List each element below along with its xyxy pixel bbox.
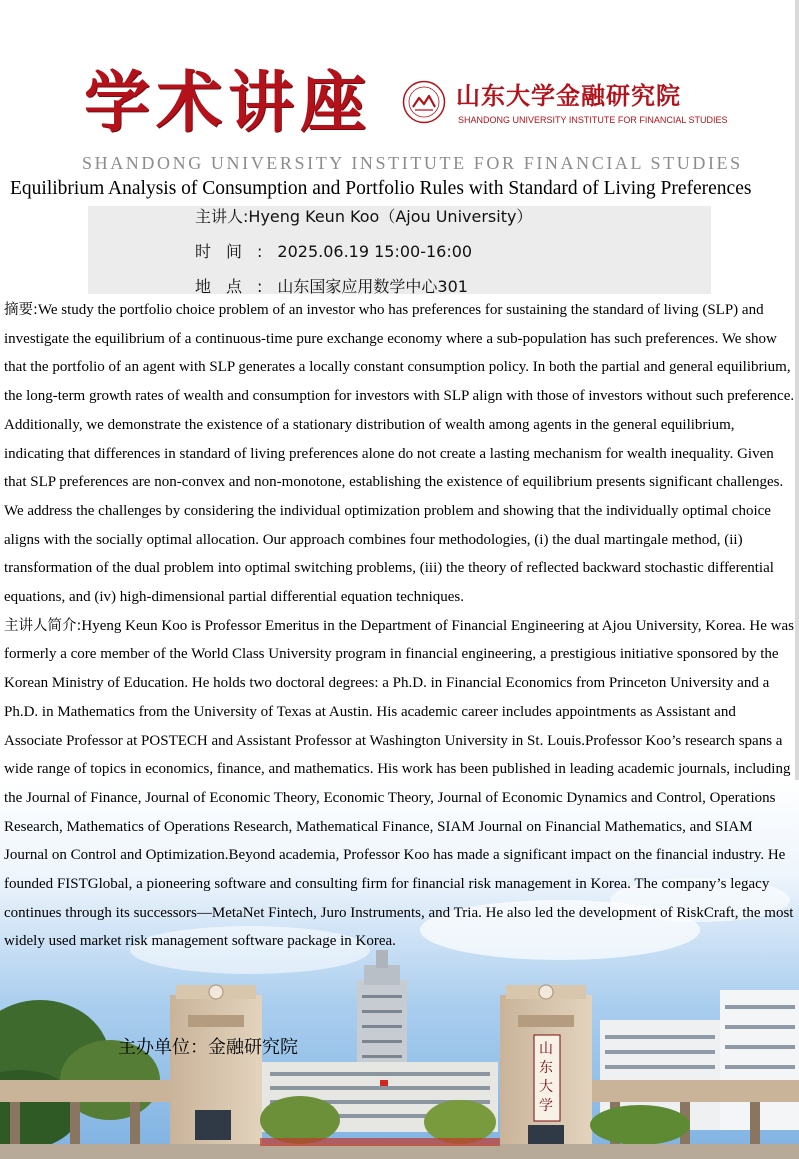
university-seal-icon — [402, 80, 446, 124]
bio-label: 主讲人简介: — [4, 617, 82, 634]
abstract-label: 摘要: — [4, 302, 38, 318]
bio-text: Hyeng Keun Koo is Professor Emeritus in the Department of Financial Engineering at Ajou University, Korea. He was formerly a core member of the World Class University program in financial engineering, a prestigious initiative sponsored by the Korean Ministry of Education. He holds two doctoral degrees: a Ph.D. in Financial Economics from Princeton University and a Ph.D. in Mathematics from the University of Texas at Austin. His academic career includes appointments as Assistant and Associate Professor at POSTECH and Assistant Professor at Washington University in St. Louis.Professor Koo’s research spans a wide range of topics in economics, finance, and mathematics. His work has been published in leading academic journals, including the Journal of Finance, Journal of Economic Theory, Economic Theory, Journal of Economic Dynamics and Control, Operations Research, Mathematics of Operations Research, Mathematical Finance, SIAM Journal on Financial Mathematics, and SIAM Journal on Control and Optimization.Beyond academia, Professor Koo has made a significant impact on the financial industry. He founded FISTGlobal, a pioneering software and consulting firm for financial risk management in Korea. The company’s legacy continues through its successors—MetaNet Fintech, Juro Instruments, and Tria. He also led the development of RiskCraft, the most widely used market risk management software package in Korea. — [4, 617, 795, 950]
time-line — [195, 241, 472, 263]
time-value: 2025.06.19 15:00-16:00 — [277, 242, 473, 261]
place-line — [195, 276, 468, 298]
speaker-line — [195, 206, 532, 228]
place-label: 地点: — [195, 277, 278, 296]
abstract-text: We study the portfolio choice problem of an investor who has preferences for sustaining the standard of living (SLP) and investigate the equilibrium of a continuous-time pure exchange economy where a sub-population has such preferences. We show that the portfolio of an agent with SLP generates a locally constant consumption policy. In both the partial and general equilibrium, the long-term growth rates of wealth and consumption for investors with SLP align with those of investors without such preference. Additionally, we demonstrate the existence of a stationary distribution of wealth among agents in the general equilibrium, indicating that differences in standard of living preferences alone do not create a lasting mechanism for wealth inequality. Given that SLP preferences are non-convex and non-monotone, establishing the existence of equilibrium presents significant challenges. We address the challenges by considering the individual optimization problem and showing that the individually optimal choice aligns with the socially optimal allocation. Our approach combines four methodologies, (i) the dual martingale method, (ii) transformation of the dual problem into optimal switching problems, (iii) the theory of reflected backward stochastic differential equations, and (iv) high-dimensional partial differential equation techniques. — [4, 302, 795, 606]
lecture-title: Equilibrium Analysis of Consumption and Portfolio Rules with Standard of Living Preferences — [10, 178, 752, 199]
host-organizer: 主办单位：金融研究院 — [118, 1037, 298, 1058]
time-label: 时间: — [195, 242, 278, 261]
institute-logo-cn: 山东大学金融研究院 — [456, 81, 681, 110]
body-text — [4, 296, 796, 956]
speaker-value: Hyeng Keun Koo（Ajou University） — [248, 207, 533, 226]
institute-logo-en: SHANDONG UNIVERSITY INSTITUTE FOR FINANCIAL STUDIES — [458, 115, 728, 125]
institute-banner: SHANDONG UNIVERSITY INSTITUTE FOR FINANCIAL STUDIES — [82, 153, 743, 173]
place-value: 山东国家应用数学中心301 — [277, 277, 468, 296]
gate-sign: 山东大学 — [539, 1041, 553, 1114]
abstract-paragraph — [4, 296, 796, 612]
banner-title: 学术讲座 — [84, 63, 372, 141]
bio-paragraph — [4, 612, 796, 956]
speaker-label: 主讲人: — [195, 207, 249, 226]
